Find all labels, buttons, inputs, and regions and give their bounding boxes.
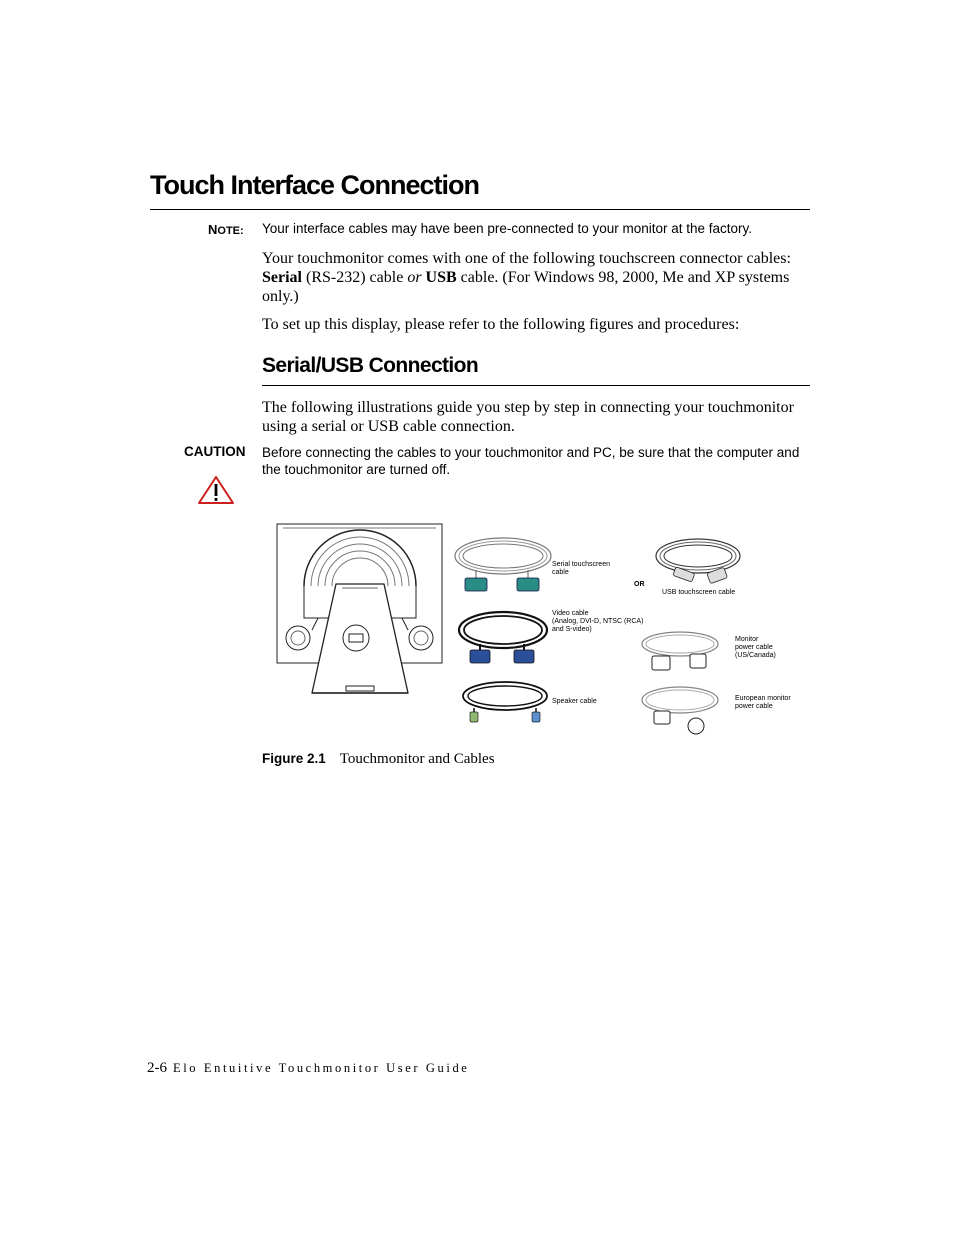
page-heading: Touch Interface Connection [150, 170, 480, 200]
usb-cable-illustration [656, 539, 740, 584]
european-power-cable-illustration [642, 687, 718, 734]
figure-caption-label: Figure 2.1 [262, 751, 326, 766]
footer-title: Elo Entuitive Touchmonitor User Guide [173, 1061, 470, 1075]
serial-cable-label: Serial touchscreen cable [552, 561, 610, 576]
figure-caption-text: Touchmonitor and Cables [339, 751, 495, 767]
video-cable-illustration [459, 612, 547, 663]
setup-paragraph: To set up this display, please refer to the following figures and procedures: [262, 316, 740, 333]
section-paragraph: The following illustrations guide you step by step in connecting your touchmonitor using a serial or USB cable connection. [262, 399, 794, 435]
note-label: NOTE: [208, 222, 244, 237]
figure-caption [262, 751, 495, 768]
figure-illustration [276, 518, 796, 740]
figure-touchmonitor-and-cables [276, 518, 796, 740]
caution-text: Before connecting the cables to your touchmonitor and PC, be sure that the computer and the touchmonitor are turned off. [262, 445, 800, 477]
serial-cable-illustration [455, 538, 551, 591]
section-heading: Serial/USB Connection [262, 354, 479, 377]
usb-cable-label: USB touchscreen cable [662, 589, 736, 596]
warning-triangle-icon [197, 475, 235, 505]
note-text: Your interface cables may have been pre-connected to your monitor at the factory. [262, 221, 753, 236]
speaker-cable-label: Speaker cable [552, 698, 597, 705]
section-rule [262, 385, 810, 386]
monitor-power-cable-illustration [642, 632, 718, 670]
intro-paragraph: Your touchmonitor comes with one of the following touchscreen connector cables: Serial (RS-232) cable or USB cable. (For Windows 98, 2000, Me and XP systems only.) [262, 250, 791, 305]
or-label: OR [634, 581, 645, 588]
european-power-cable-label: European monitor power cable [735, 695, 791, 710]
caution-label: CAUTION [184, 444, 246, 459]
video-cable-label: Video cable (Analog, DVI-D, NTSC (RCA) and S-video) [552, 610, 644, 633]
page-number: 2-6 [147, 1060, 167, 1076]
touchmonitor-back-illustration [277, 524, 442, 693]
monitor-power-cable-label: Monitor power cable (US/Canada) [735, 636, 776, 659]
speaker-cable-illustration [463, 682, 547, 722]
heading-rule [150, 209, 810, 210]
page-footer [147, 1060, 469, 1077]
